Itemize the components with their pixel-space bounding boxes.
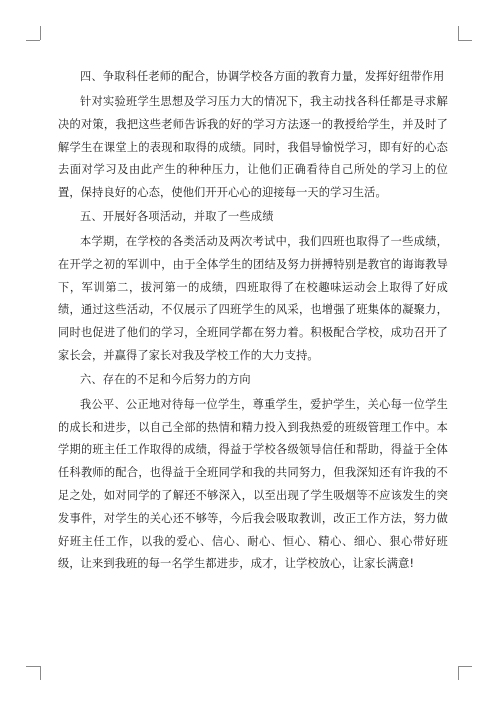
document-body [58,69,448,582]
crop-mark-top-left [26,40,40,41]
section-4 [58,69,448,205]
crop-mark-bottom-right [458,666,472,667]
section-heading: 四、争取科任老师的配合，协调学校各方面的教育力量，发挥好纽带作用 [80,70,445,83]
crop-mark-top-right [458,26,459,40]
section-paragraph: 本学期，在学校的各类活动及两次考试中，我们四班也取得了一些成绩，在开学之初的军训中，由于全体学生的团结及努力拼搏特别是教官的诲诲教导下，军训第二，拔河第一的成绩，四班取得了在校趣味运动会上取得了好成绩，通过这些活动，不仅展示了四班学生的风采，也增强了班集体的凝聚力，同时也促进了他们的学习，全班同学都在努力着。积极配合学校，成功召开了家长会，并赢得了家长对我及学校工作的大力支持。 [58,234,448,362]
section-5 [58,209,448,368]
crop-mark-top-right [458,40,472,41]
crop-mark-bottom-left [40,666,41,680]
section-6 [58,372,448,576]
section-paragraph: 针对实验班学生思想及学习压力大的情况下，我主动找各科任都是寻求解决的对策，我把这些老师告诉我的好的学习方法逐一的教授给学生，并及时了解学生在课堂上的表现和取得的成绩。同时，我倡导愉悦学习，即有好的心态去面对学习及由此产生的种种压力，让他们正确看待自己所处的学习上的位置，保持良好的心态，使他们开开心心的迎接每一天的学习生活。 [58,95,448,200]
crop-mark-bottom-left [26,666,40,667]
crop-mark-top-left [40,26,41,40]
crop-mark-bottom-right [458,666,459,680]
section-heading: 五、开展好各项活动，并取了一些成绩 [80,209,274,223]
section-heading: 六、存在的不足和今后努力的方向 [80,372,251,386]
section-paragraph: 我公平、公正地对待每一位学生，尊重学生，爱护学生，关心每一位学生的成长和进步，以自己全部的热情和精力投入到我热爱的班级管理工作中。本学期的班主任工作取得的成绩，得益于学校各级领导信任和帮助，得益于全体任科教师的配合，也得益于全班同学和我的共同努力，但我深知还有许我的不足之处，如对同学的了解还不够深入，以至出现了学生吸烟等不应该发生的突发事件，对学生的关心还不够等，今后我会吸取教训，改正工作方法，努力做好班主任工作，以我的爱心、信心、耐心、恒心、精心、细心、狠心带好班级，让来到我班的每一名学生都进步，成才，让学校放心，让家长满意! [58,397,448,571]
